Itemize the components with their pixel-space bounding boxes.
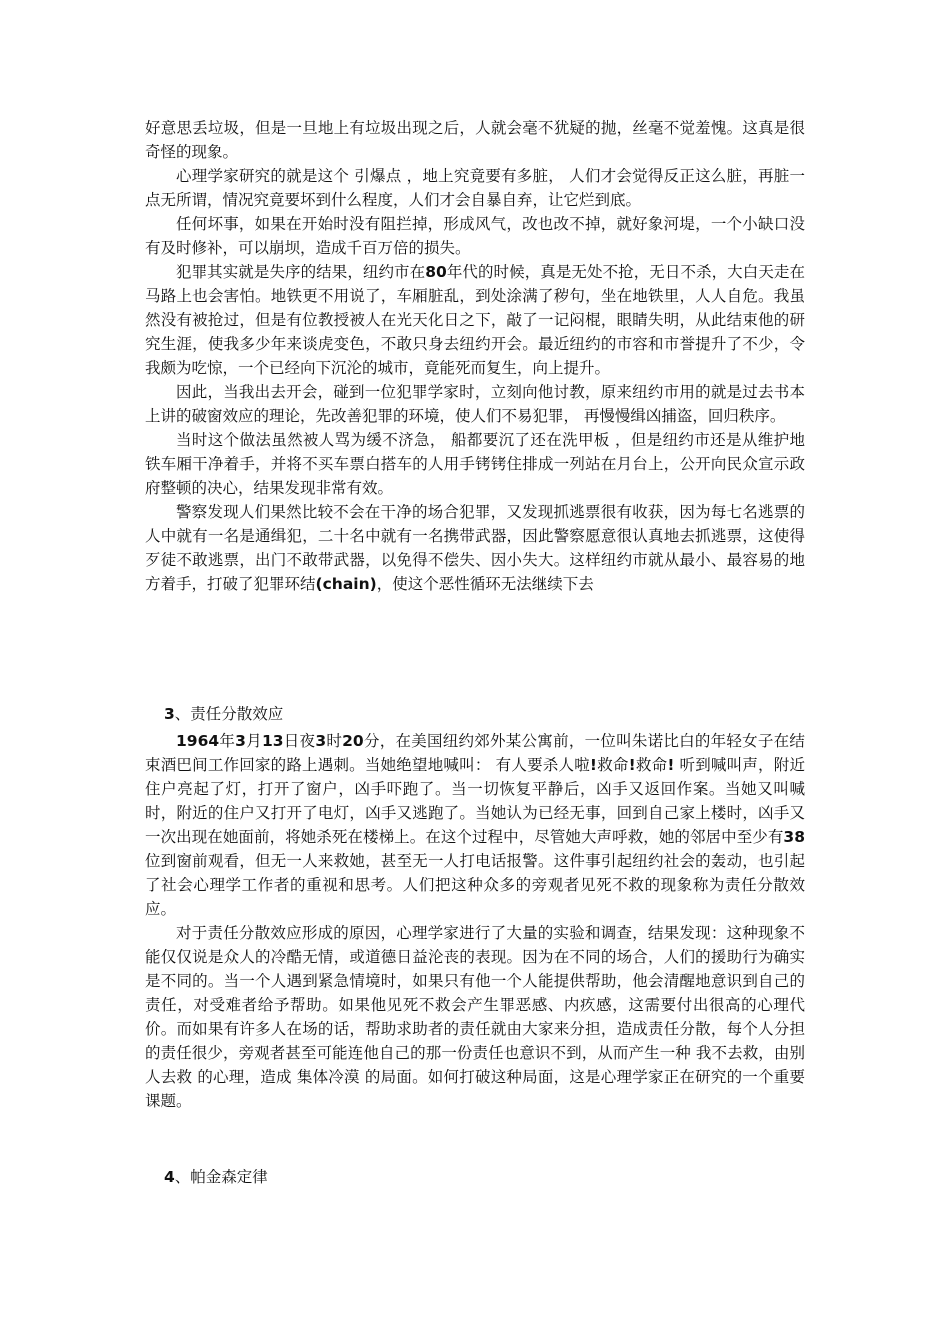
- section-heading-4: [164, 1165, 268, 1189]
- broken-windows-section: [145, 116, 805, 596]
- exclamation-mark: !: [589, 756, 597, 774]
- text-run: 犯罪其实就是失序的结果，纽约市在: [176, 263, 426, 281]
- paragraph: 因此，当我出去开会，碰到一位犯罪学家时，立刻向他讨教，原来纽约市用的就是过去书本上讲的破窗效应的理论，先改善犯罪的环境，使人们不易犯罪， 再慢慢缉凶捕盗，回归秩序。: [145, 383, 805, 425]
- text-run: 警察发现人们果然比较不会在干净的场合犯罪，又发现抓逃票很有收获，因为每七名逃票的人中就有一名是通缉犯，二十名中就有一名携带武器，因此警察愿意很认真地去抓逃票，这使得歹徒不敢逃票，出门不敢带武器，以免得不偿失、因小失大。这样纽约市就从最小、最容易的地方着手，打破了犯罪环结: [145, 503, 805, 593]
- paragraph: 当时这个做法虽然被人骂为缓不济急， 船都要沉了还在洗甲板 ，但是纽约市还是从维护地铁车厢干净着手，并将不买车票白搭车的人用手铐铐住排成一列站在月台上，公开向民众宣示政府整顿的决心，结果发现非常有效。: [145, 431, 805, 497]
- heading-number: 3: [164, 705, 175, 723]
- heading-number: 4: [164, 1168, 175, 1186]
- number-text: 80: [425, 263, 447, 281]
- text-run: 年: [219, 732, 236, 750]
- text-run: 救命: [596, 756, 629, 774]
- chain-term: (chain): [315, 575, 377, 593]
- text-run: 年代的时候，真是无处不抢，无日不杀，大白天走在马路上也会害怕。地铁更不用说了，车厢脏乱，到处涂满了秽句，坐在地铁里，人人自危。我虽然没有被抢过，但是有位教授被人在光天化日之下，敲了一记闷棍，眼睛失明，从此结束他的研究生涯，使我多少年来谈虎变色，不敢只身去纽约开会。最近纽约的市容和市誉提升了不少，令我颇为吃惊，一个已经向下沉沦的城市，竟能死而复生，向上提升。: [145, 263, 805, 377]
- heading-text: 、帕金森定律: [174, 1168, 268, 1186]
- text-run: 位到窗前观看，但无一人来救她，甚至无一人打电话报警。这件事引起纽约社会的轰动，也引起了社会心理学工作者的重视和思考。人们把这种众多的旁观者见死不救的现象称为责任分散效应。: [145, 852, 805, 918]
- text-run: 听到喊叫声，附近住户亮起了灯，打开了窗户，凶手吓跑了。当一切恢复平静后，凶手又返回作案。当她又叫喊时，附近的住户又打开了电灯，凶手又逃跑了。当她认为已经无事，回到自己家上楼时，凶手又一次出现在她面前，将她杀死在楼梯上。在这个过程中，尽管她大声呼救，她的邻居中至少有: [145, 756, 805, 846]
- text-run: 日夜: [283, 732, 316, 750]
- number-text: 3: [315, 732, 327, 750]
- section-heading-3: [164, 702, 283, 726]
- heading-text: 、责任分散效应: [174, 705, 284, 723]
- diffusion-of-responsibility-section: [145, 729, 805, 1113]
- exclamation-mark: !: [667, 756, 675, 774]
- paragraph: 心理学家研究的就是这个 引爆点 ，地上究竟要有多脏， 人们才会觉得反正这么脏，再脏一点无所谓，情况究竟要坏到什么程度，人们才会自暴自弃，让它烂到底。: [145, 167, 805, 209]
- text-run: 救命: [635, 756, 668, 774]
- number-text: 1964: [176, 732, 220, 750]
- paragraph: 任何坏事，如果在开始时没有阻拦掉，形成风气，改也改不掉，就好象河堤，一个小缺口没有及时修补，可以崩坝，造成千百万倍的损失。: [145, 215, 805, 257]
- number-text: 3: [235, 732, 246, 750]
- paragraph: 好意思丢垃圾，但是一旦地上有垃圾出现之后，人就会毫不犹疑的抛，丝毫不觉羞愧。这真是很奇怪的现象。: [145, 119, 805, 161]
- text-run: 分，在美国纽约郊外某公寓前，一位叫朱诺比白的年轻女子在结束酒巴间工作回家的路上遇刺。当她绝望地喊叫： 有人要杀人啦: [145, 732, 805, 774]
- number-text: 13: [261, 732, 284, 750]
- paragraph: [145, 729, 805, 921]
- number-text: 20: [342, 732, 364, 750]
- number-text: 38: [783, 828, 805, 846]
- text-run: 时: [326, 732, 343, 750]
- text-run: ，使这个恶性循环无法继续下去: [376, 575, 594, 593]
- text-run: 月: [245, 732, 262, 750]
- paragraph: [145, 260, 805, 380]
- exclamation-mark: !: [628, 756, 636, 774]
- paragraph: 对于责任分散效应形成的原因，心理学家进行了大量的实验和调查，结果发现：这种现象不能仅仅说是众人的冷酷无情，或道德日益沦丧的表现。因为在不同的场合，人们的援助行为确实是不同的。当一个人遇到紧急情境时，如果只有他一个人能提供帮助，他会清醒地意识到自己的责任，对受难者给予帮助。如果他见死不救会产生罪恶感、内疚感，这需要付出很高的心理代价。而如果有许多人在场的话，帮助求助者的责任就由大家来分担，造成责任分散，每个人分担的责任很少，旁观者甚至可能连他自己的那一份责任也意识不到，从而产生一种 我不去救，由别人去救 的心理，造成 集体冷漠 的局面。如何打破这种局面，这是心理学家正在研究的一个重要课题。: [145, 924, 805, 1110]
- paragraph: [145, 500, 805, 596]
